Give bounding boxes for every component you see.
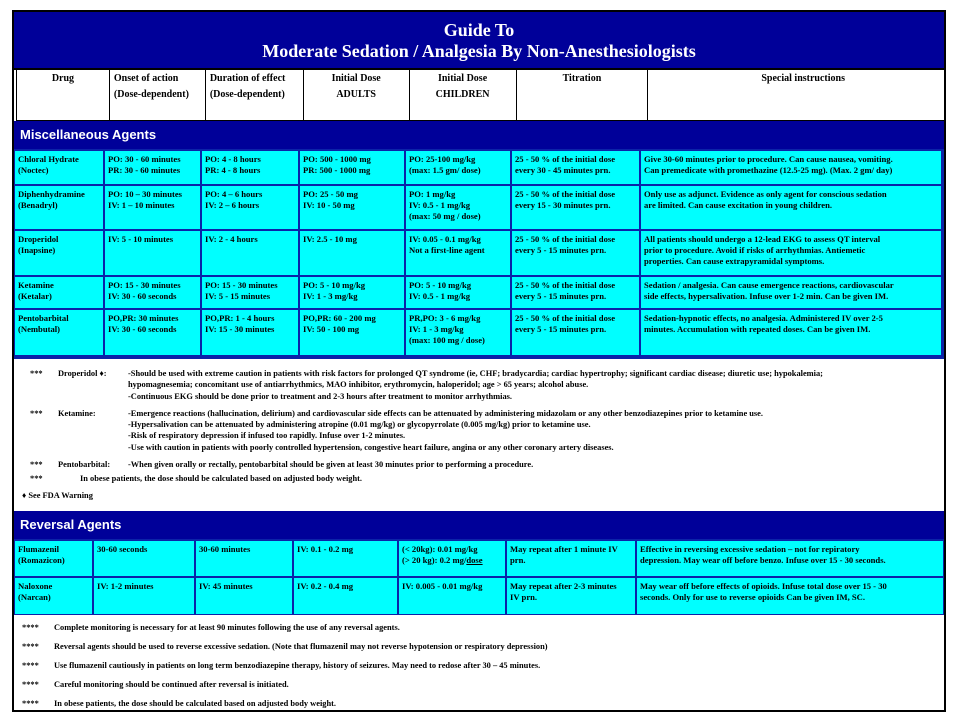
- table-row: [15, 186, 943, 229]
- note-item: **** Careful monitoring should be continued after reversal is initiated.: [22, 679, 289, 689]
- note-item: **** Complete monitoring is necessary for at least 90 minutes following the use of any reversal agents.: [22, 622, 400, 632]
- adult-dose-cell: IV: 0.1 - 0.2 mg: [294, 541, 397, 576]
- table-row: [15, 231, 943, 275]
- special-cell: Sedation-hypnotic effects, no analgesia. Administered IV over 2-5 minutes. Accumulation with repeated doses. Can be given IM.: [641, 310, 941, 355]
- table-row: [15, 310, 943, 355]
- titration-cell: 25 - 50 % of the initial dose every 30 - 45 minutes prn.: [512, 151, 639, 184]
- note-item: *** In obese patients, the dose should be calculated based on adjusted body weight.: [30, 474, 363, 484]
- adult-dose-cell: PO,PR: 60 - 200 mg IV: 50 - 100 mg: [300, 310, 404, 355]
- drug-cell: Ketamine (Ketalar): [15, 277, 103, 308]
- table-row: [15, 541, 943, 576]
- titration-cell: 25 - 50 % of the initial dose every 5 - 15 minutes prn.: [512, 310, 639, 355]
- sedation-guide-document: [12, 10, 946, 712]
- title-line-1: Guide To: [443, 20, 515, 40]
- drug-cell: Pentobarbital (Nembutal): [15, 310, 103, 355]
- adult-dose-cell: PO: 25 - 50 mg IV: 10 - 50 mg: [300, 186, 404, 229]
- special-cell: All patients should undergo a 12-lead EKG to assess QT interval prior to procedure. Avoid if risks of arrhythmias. Antiemetic properties. Can cause extrapyramidal symptoms.: [641, 231, 941, 275]
- child-dose-cell: PO: 5 - 10 mg/kg IV: 0.5 - 1 mg/kg: [406, 277, 510, 308]
- col-header-duration: Duration of effect (Dose-dependent): [206, 70, 304, 120]
- onset-cell: PO: 10 – 30 minutes IV: 1 – 10 minutes: [105, 186, 200, 229]
- reversal-agents-table: [14, 539, 944, 615]
- onset-cell: PO,PR: 30 minutes IV: 30 - 60 seconds: [105, 310, 200, 355]
- duration-cell: 30-60 minutes: [196, 541, 292, 576]
- special-cell: Only use as adjunct. Evidence as only agent for conscious sedation are limited. Can cause excitation in young children.: [641, 186, 941, 229]
- note-item: **** Reversal agents should be used to reverse excessive sedation. (Note that flumazenil may not reverse hypotension or respiratory depression): [22, 641, 548, 651]
- note-item: *** Pentobarbital: -When given orally or rectally, pentobarbital should be given at least 30 minutes prior to performing a procedure.: [30, 460, 534, 470]
- fda-warning-note: ♦ See FDA Warning: [22, 490, 93, 500]
- col-header-onset: Onset of action (Dose-dependent): [110, 70, 206, 120]
- adult-dose-cell: IV: 2.5 - 10 mg: [300, 231, 404, 275]
- child-dose-cell: PO: 1 mg/kg IV: 0.5 - 1 mg/kg (max: 50 mg / dose): [406, 186, 510, 229]
- col-header-child-dose: Initial Dose CHILDREN: [410, 70, 517, 120]
- col-header-adult-dose: Initial Dose ADULTS: [304, 70, 410, 120]
- reversal-agents-heading: Reversal Agents: [14, 511, 944, 539]
- col-header-titration: Titration: [517, 70, 649, 120]
- col-header-drug: Drug: [17, 70, 110, 120]
- note-item: **** Use flumazenil cautiously in patients on long term benzodiazepine therapy, history of seizures. May need to redose after 30 – 45 minutes.: [22, 660, 541, 670]
- titration-cell: 25 - 50 % of the initial dose every 15 - 30 minutes prn.: [512, 186, 639, 229]
- misc-notes: [14, 364, 944, 509]
- note-item: **** In obese patients, the dose should be calculated based on adjusted body weight.: [22, 698, 337, 708]
- duration-cell: PO: 4 – 6 hours IV: 2 – 6 hours: [202, 186, 298, 229]
- column-header-row: [16, 69, 946, 121]
- col-header-special: Special instructions: [761, 73, 845, 84]
- drug-cell: Droperidol (Inapsine): [15, 231, 103, 275]
- child-dose-cell: PO: 25-100 mg/kg (max: 1.5 gm/ dose): [406, 151, 510, 184]
- duration-cell: PO: 4 - 8 hours PR: 4 - 8 hours: [202, 151, 298, 184]
- onset-cell: PO: 30 - 60 minutes PR: 30 - 60 minutes: [105, 151, 200, 184]
- titration-cell: 25 - 50 % of the initial dose every 5 - 15 minutes prn.: [512, 277, 639, 308]
- onset-cell: IV: 5 - 10 minutes: [105, 231, 200, 275]
- duration-cell: PO,PR: 1 - 4 hours IV: 15 - 30 minutes: [202, 310, 298, 355]
- drug-cell: Naloxone (Narcan): [15, 578, 92, 614]
- titration-cell: May repeat after 2-3 minutes IV prn.: [507, 578, 635, 614]
- onset-cell: 30-60 seconds: [94, 541, 194, 576]
- special-cell: May wear off before effects of opioids. Infuse total dose over 15 - 30 seconds. Only for use to reverse opioids Can be given IM, SC.: [637, 578, 943, 614]
- drug-cell: Diphenhydramine (Benadryl): [15, 186, 103, 229]
- duration-cell: PO: 15 - 30 minutes IV: 5 - 15 minutes: [202, 277, 298, 308]
- misc-agents-table: [14, 149, 944, 359]
- child-dose-cell: IV: 0.05 - 0.1 mg/kg Not a first-line agent: [406, 231, 510, 275]
- title-banner: [14, 12, 944, 70]
- table-row: [15, 578, 943, 614]
- titration-cell: May repeat after 1 minute IV prn.: [507, 541, 635, 576]
- special-cell: Give 30-60 minutes prior to procedure. Can cause nausea, vomiting. Can premedicate with promethazine (12.5-25 mg). (Max. 2 gm/ day): [641, 151, 941, 184]
- onset-cell: PO: 15 - 30 minutes IV: 30 - 60 seconds: [105, 277, 200, 308]
- child-dose-cell: (< 20kg): 0.01 mg/kg (> 20 kg): 0.2 mg/dose: [399, 541, 505, 576]
- duration-cell: IV: 45 minutes: [196, 578, 292, 614]
- duration-cell: IV: 2 - 4 hours: [202, 231, 298, 275]
- title-line-2: Moderate Sedation / Analgesia By Non-Anesthesiologists: [262, 41, 696, 61]
- table-row: [15, 277, 943, 308]
- special-cell: Sedation / analgesia. Can cause emergence reactions, cardiovascular side effects, hypersalivation. Infuse over 1-2 min. Can be given IM.: [641, 277, 941, 308]
- drug-cell: Flumazenil (Romazicon): [15, 541, 92, 576]
- misc-agents-heading: Miscellaneous Agents: [14, 121, 944, 149]
- onset-cell: IV: 1-2 minutes: [94, 578, 194, 614]
- adult-dose-cell: IV: 0.2 - 0.4 mg: [294, 578, 397, 614]
- titration-cell: 25 - 50 % of the initial dose every 5 - 15 minutes prn.: [512, 231, 639, 275]
- child-dose-cell: PR,PO: 3 - 6 mg/kg IV: 1 - 3 mg/kg (max: 100 mg / dose): [406, 310, 510, 355]
- drug-cell: Chloral Hydrate (Noctec): [15, 151, 103, 184]
- special-cell: Effective in reversing excessive sedation – not for repiratory depression. May wear off before benzo. Infuse over 15 - 30 seconds.: [637, 541, 943, 576]
- note-item: *** Droperidol ♦: -Should be used with extreme caution in patients with risk factors for prolonged QT syndrome (ie, CHF; bradycardia; cardiac hypertrophy; significant cardiac disease; diuretic use; hypokalemia; hypomagnesemia; concomitant use of antiarrhythmics, MAO inhibitor, erythromycin, haloperidol; age > 65 years; alcohol abuse. -Continuous EKG should be done prior to treatment and 2-3 hours after treatment to monitor arrhythmias.: [30, 369, 823, 401]
- note-item: *** Ketamine: -Emergence reactions (hallucination, delirium) and cardiovascular side effects can be attenuated by administering midazolam or any other benzodiazepines prior to ketamine use. -Hypersalivation can be attenuated by administering atropine (0.01 mg/kg) or glycopyrrolate (0.005 mg/kg) prior to ketamine use. -Risk of respiratory depression if infused too rapidly. Infuse over 1-2 minutes. -Use with caution in patients with poorly controlled hypertension, congestive heart failure, angina or any other coronary artery diseases.: [30, 408, 763, 452]
- reversal-notes: [14, 618, 944, 712]
- child-dose-cell: IV: 0.005 - 0.01 mg/kg: [399, 578, 505, 614]
- adult-dose-cell: PO: 500 - 1000 mg PR: 500 - 1000 mg: [300, 151, 404, 184]
- table-row: [15, 151, 943, 184]
- adult-dose-cell: PO: 5 - 10 mg/kg IV: 1 - 3 mg/kg: [300, 277, 404, 308]
